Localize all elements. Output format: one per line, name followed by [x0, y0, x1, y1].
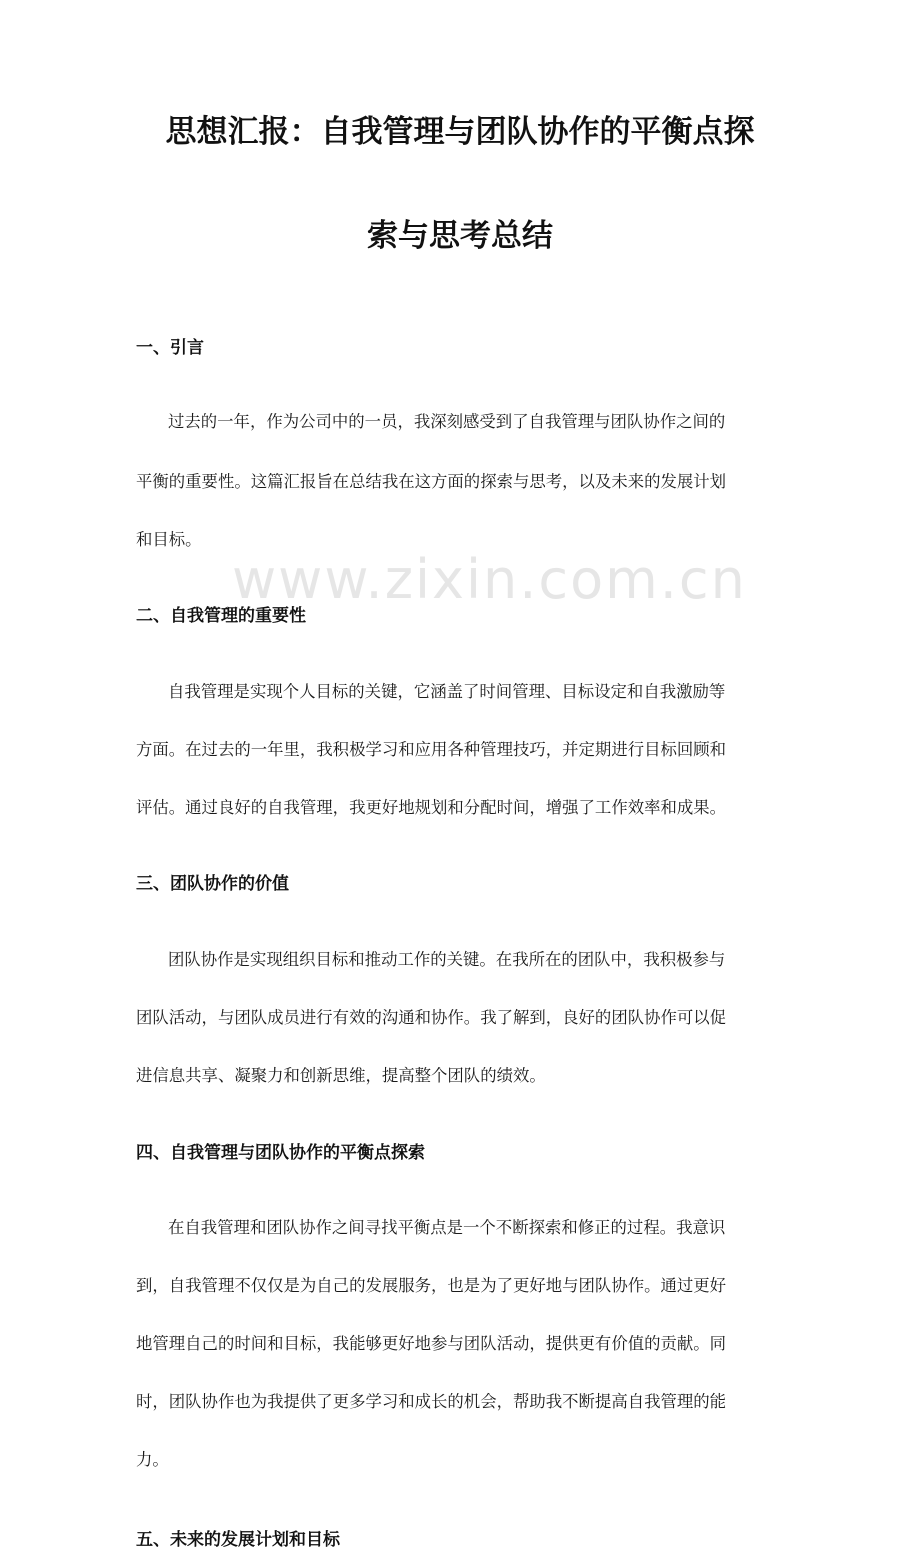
- section-heading-teamwork-value: 三、团队协作的价值: [136, 874, 289, 894]
- section-heading-future-plans: 五、未来的发展计划和目标: [136, 1530, 340, 1550]
- document-title-line-2: 索与思考总结: [367, 218, 553, 254]
- section-heading-introduction: 一、引言: [136, 338, 204, 358]
- section-heading-balance-exploration: 四、自我管理与团队协作的平衡点探索: [136, 1143, 425, 1163]
- paragraph-line: 时，团队协作也为我提供了更多学习和成长的机会，帮助我不断提高自我管理的能: [136, 1392, 727, 1411]
- paragraph-line: 自我管理是实现个人目标的关键，它涵盖了时间管理、目标设定和自我激励等: [168, 682, 726, 701]
- paragraph-line: 评估。通过良好的自我管理，我更好地规划和分配时间，增强了工作效率和成果。: [136, 798, 727, 817]
- paragraph-line: 到，自我管理不仅仅是为自己的发展服务，也是为了更好地与团队协作。通过更好: [136, 1276, 727, 1295]
- paragraph-line: 进信息共享、凝聚力和创新思维，提高整个团队的绩效。: [136, 1066, 546, 1085]
- paragraph-line: 地管理自己的时间和目标，我能够更好地参与团队活动，提供更有价值的贡献。同: [136, 1334, 727, 1353]
- paragraph-line: 过去的一年，作为公司中的一员，我深刻感受到了自我管理与团队协作之间的: [168, 412, 726, 431]
- document-title-line-1: 思想汇报：自我管理与团队协作的平衡点探: [165, 114, 755, 150]
- section-heading-self-management: 二、自我管理的重要性: [136, 606, 306, 626]
- paragraph-line: 团队协作是实现组织目标和推动工作的关键。在我所在的团队中，我积极参与: [168, 950, 726, 969]
- paragraph-line: 团队活动，与团队成员进行有效的沟通和协作。我了解到，良好的团队协作可以促: [136, 1008, 727, 1027]
- paragraph-line: 和目标。: [136, 530, 202, 549]
- paragraph-line: 方面。在过去的一年里，我积极学习和应用各种管理技巧，并定期进行目标回顾和: [136, 740, 727, 759]
- paragraph-line: 力。: [136, 1450, 169, 1469]
- paragraph-line: 在自我管理和团队协作之间寻找平衡点是一个不断探索和修正的过程。我意识: [168, 1218, 726, 1237]
- paragraph-line: 平衡的重要性。这篇汇报旨在总结我在这方面的探索与思考，以及未来的发展计划: [136, 472, 727, 491]
- watermark: www.zixin.com.cn: [232, 548, 747, 611]
